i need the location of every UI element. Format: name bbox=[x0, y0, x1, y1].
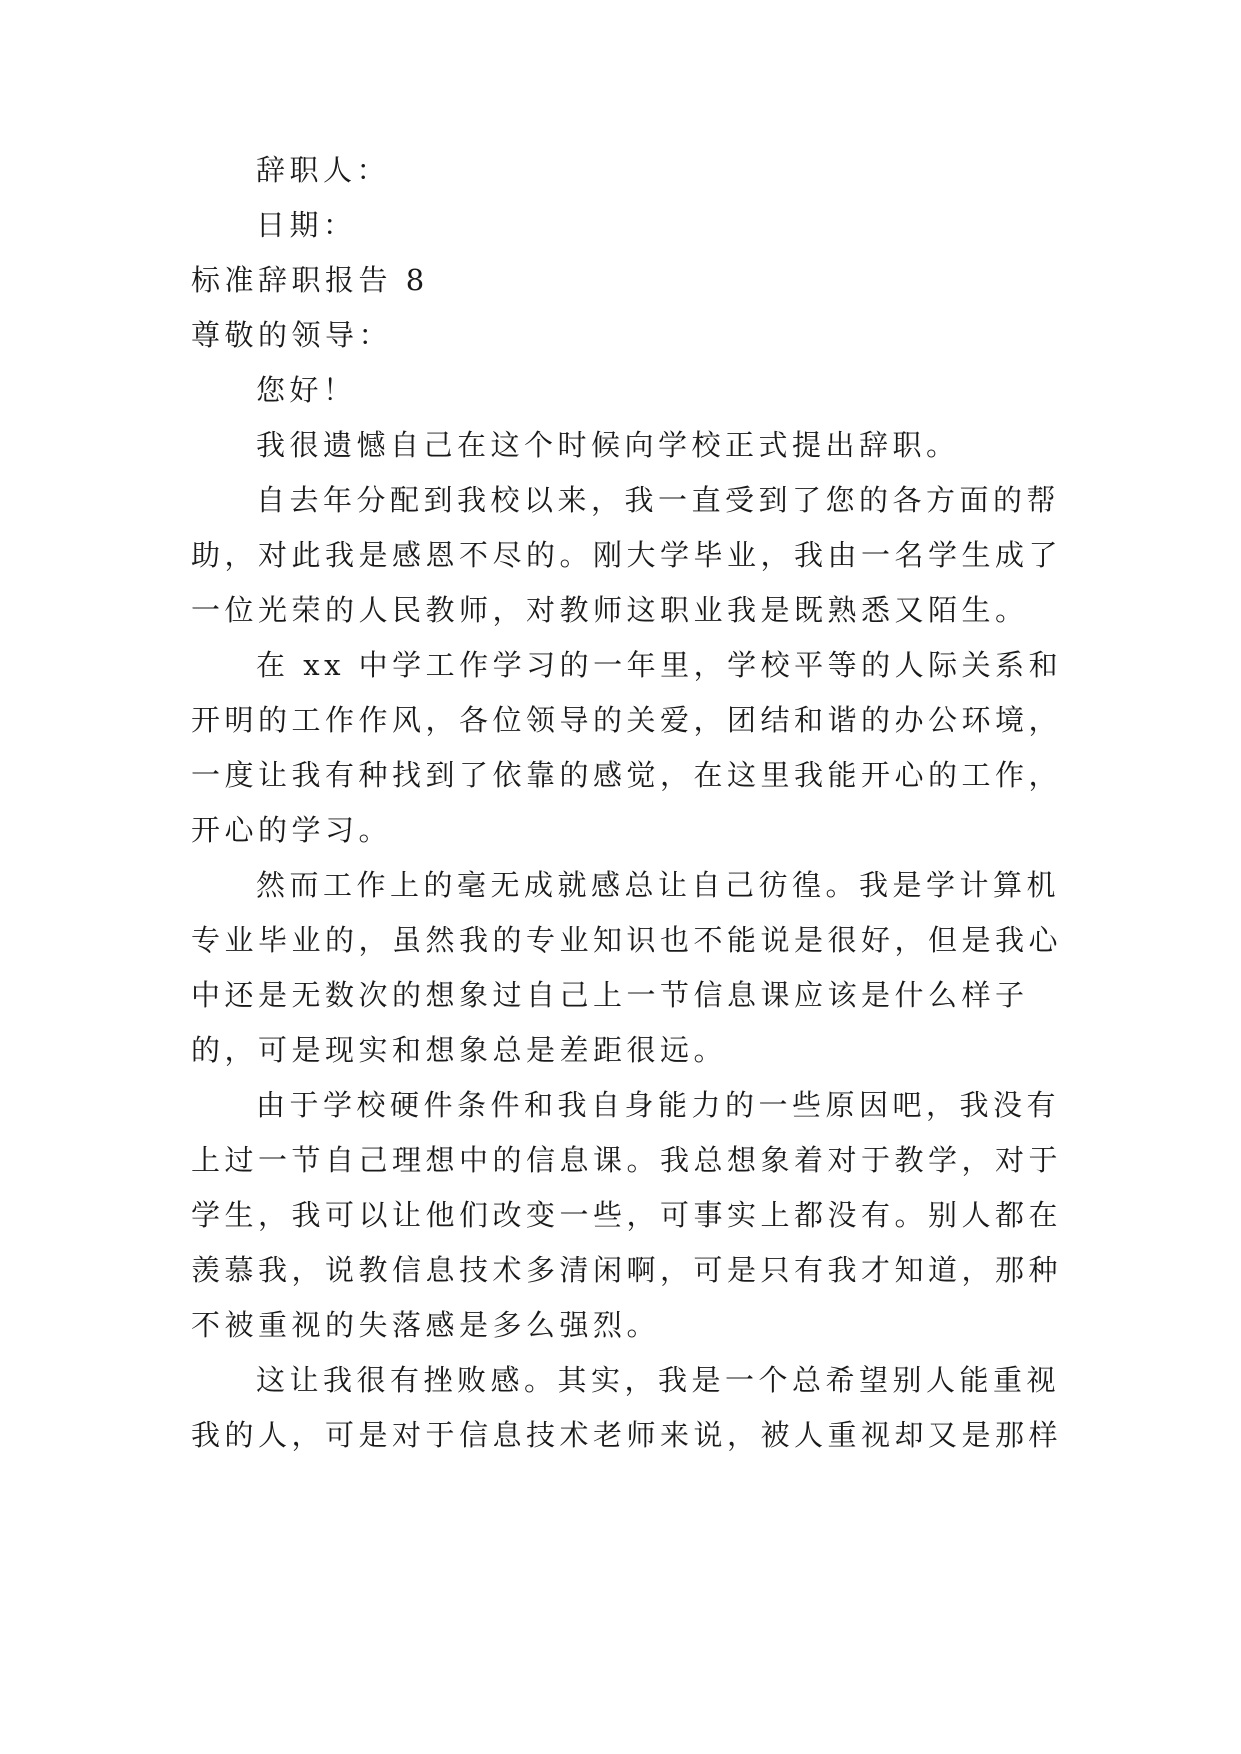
greeting: 您好！ bbox=[256, 373, 357, 407]
body-line: 中还是无数次的想象过自己上一节信息课应该是什么样子 bbox=[191, 978, 1029, 1012]
body-line: 开心的学习。 bbox=[191, 813, 393, 847]
body-line: 上过一节自己理想中的信息课。我总想象着对于教学，对于 bbox=[191, 1143, 1063, 1177]
body-line: 这让我很有挫败感。其实，我是一个总希望别人能重视 bbox=[256, 1363, 1061, 1397]
body-line: 在 xx 中学工作学习的一年里，学校平等的人际关系和 bbox=[256, 648, 1063, 682]
body-line: 学生，我可以让他们改变一些，可事实上都没有。别人都在 bbox=[191, 1198, 1063, 1232]
body-line: 一度让我有种找到了依靠的感觉，在这里我能开心的工作， bbox=[191, 758, 1063, 792]
date-label: 日期： bbox=[256, 208, 357, 242]
salutation: 尊敬的领导： bbox=[191, 318, 393, 352]
body-line: 专业毕业的，虽然我的专业知识也不能说是很好，但是我心 bbox=[191, 923, 1063, 957]
body-line: 我很遗憾自己在这个时候向学校正式提出辞职。 bbox=[256, 428, 960, 462]
body-line: 然而工作上的毫无成就感总让自己彷徨。我是学计算机 bbox=[256, 868, 1061, 902]
body-line: 开明的工作作风，各位领导的关爱，团结和谐的办公环境， bbox=[191, 703, 1063, 737]
resigner-label: 辞职人： bbox=[256, 153, 391, 187]
body-line: 的，可是现实和想象总是差距很远。 bbox=[191, 1033, 728, 1067]
body-line: 一位光荣的人民教师，对教师这职业我是既熟悉又陌生。 bbox=[191, 593, 1029, 627]
body-line: 自去年分配到我校以来，我一直受到了您的各方面的帮 bbox=[256, 483, 1061, 517]
body-line: 不被重视的失落感是多么强烈。 bbox=[191, 1308, 661, 1342]
document-title: 标准辞职报告 8 bbox=[191, 263, 429, 297]
body-line: 我的人，可是对于信息技术老师来说，被人重视却又是那样 bbox=[191, 1418, 1063, 1452]
body-line: 由于学校硬件条件和我自身能力的一些原因吧，我没有 bbox=[256, 1088, 1061, 1122]
body-line: 羡慕我，说教信息技术多清闲啊，可是只有我才知道，那种 bbox=[191, 1253, 1063, 1287]
body-line: 助，对此我是感恩不尽的。刚大学毕业，我由一名学生成了 bbox=[191, 538, 1063, 572]
